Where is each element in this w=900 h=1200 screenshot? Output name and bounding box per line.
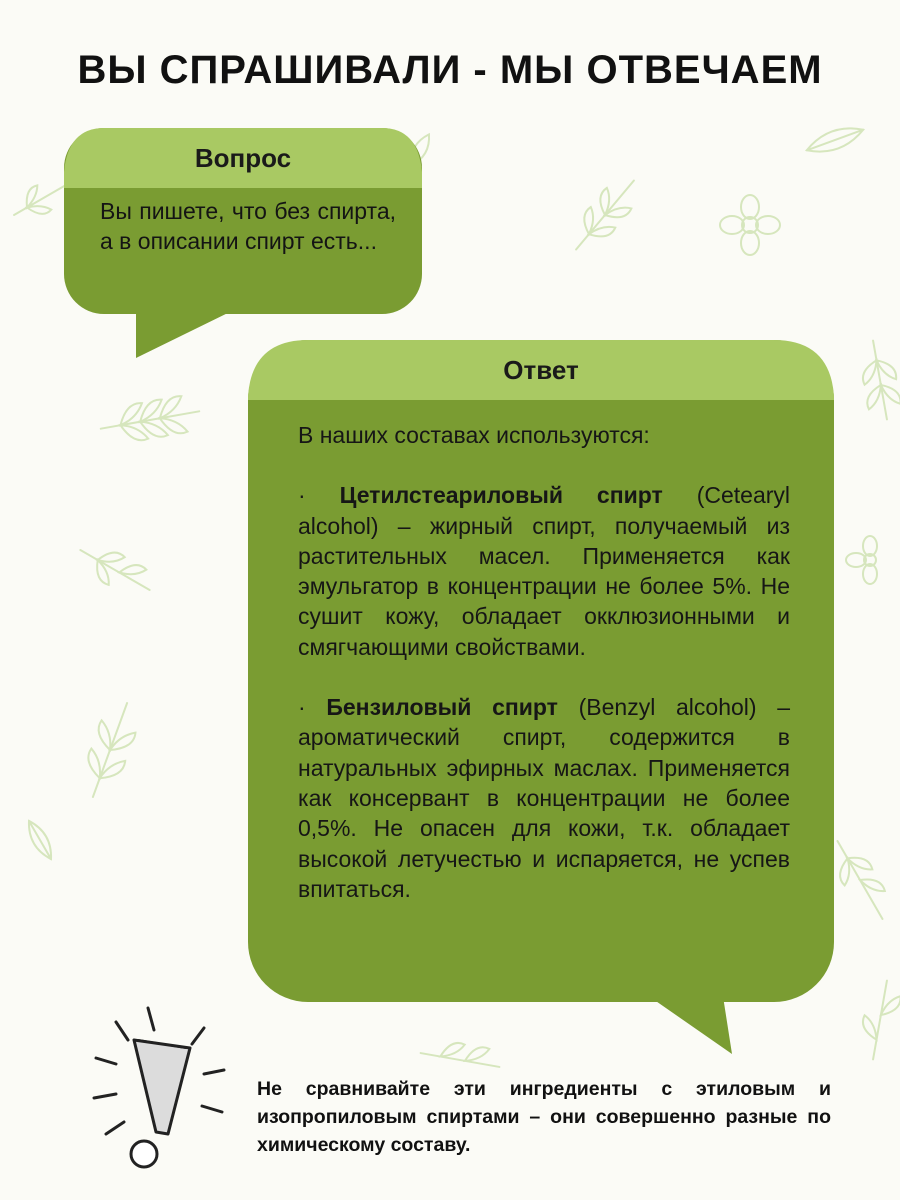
question-heading: Вопрос: [194, 143, 292, 173]
ingredient-name: Цетилстеариловый спирт: [339, 482, 663, 509]
answer-intro: В наших составах используются:: [298, 422, 650, 448]
exclamation-icon: [86, 1000, 236, 1180]
page-title: ВЫ СПРАШИВАЛИ - МЫ ОТВЕЧАЕМ: [77, 48, 823, 92]
answer-item: [298, 480, 790, 662]
answer-body: [298, 420, 790, 904]
ingredient-name: Бензиловый спирт: [326, 694, 558, 721]
bullet: ·: [298, 482, 306, 509]
ingredient-description: (Cetearyl alcohol) – жирный спирт, получаемый из растительных масел. Применяется как эмульгатор в концентрации не более 5%. Не сушит кожу, обладает окклюзионными и смягчающими свойствами.: [298, 482, 791, 660]
warning-note: Не сравнивайте эти ингредиенты с этиловым и изопропиловым спиртами – они совершенно разные по химическому составу.: [257, 1078, 831, 1156]
bullet: ·: [298, 694, 306, 721]
answer-item: [298, 692, 790, 904]
ingredient-description: (Benzyl alcohol) – ароматический спирт, содержится в натуральных эфирных маслах. Применяется как консервант в концентрации не более 0,5%. Не опасен для кожи, т.к. обладает высокой летучестью и испаряется, не успев впитаться.: [298, 694, 791, 902]
answer-heading: Ответ: [503, 355, 579, 385]
question-text: Вы пишете, что без спирта, а в описании спирт есть...: [100, 198, 396, 254]
